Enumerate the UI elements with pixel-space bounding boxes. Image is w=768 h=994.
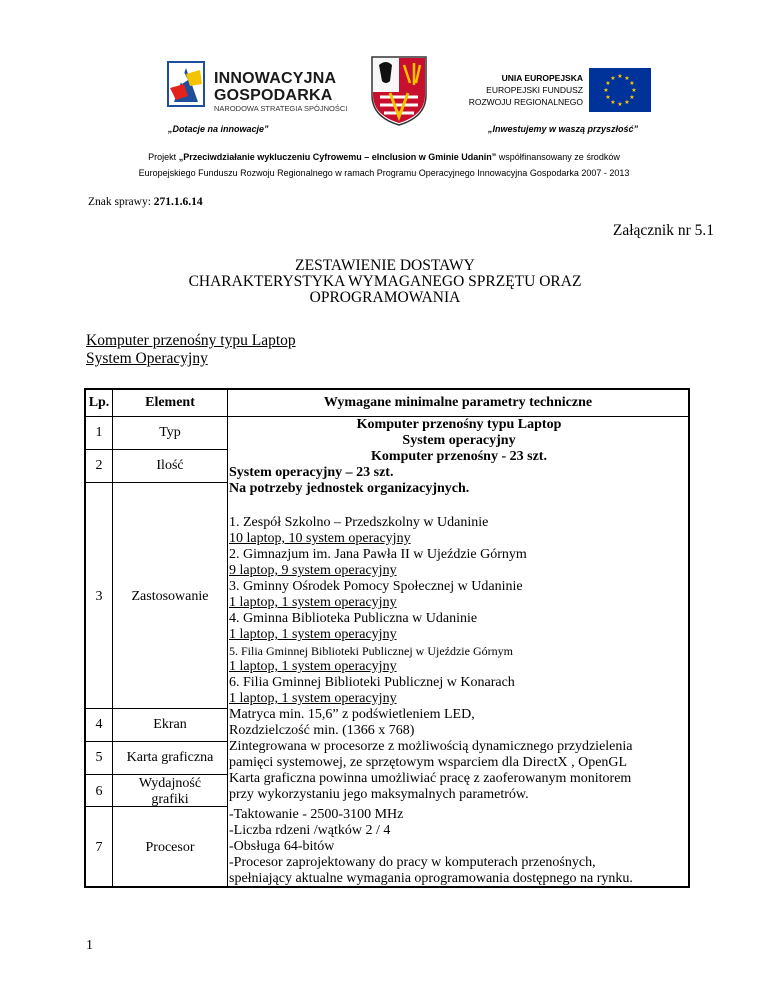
zast-item: 9 laptop, 9 system operacyjny	[229, 563, 397, 578]
row-7-element: Procesor	[145, 840, 195, 855]
zast-item: 1. Zespół Szkolno – Przedszkolny w Udaninie	[229, 515, 489, 530]
ig-star-icon	[164, 58, 208, 110]
row-3-element: Zastosowanie	[131, 589, 209, 604]
row-1-lp: 1	[95, 425, 103, 440]
svg-text:★: ★	[603, 87, 609, 94]
col-divider-2	[227, 388, 228, 888]
zast-item: 1 laptop, 1 system operacyjny	[229, 659, 397, 674]
row-divider-3	[84, 708, 227, 709]
row-1-element: Typ	[159, 425, 181, 440]
row-divider-5	[84, 774, 227, 775]
ekran-line-2: Rozdzielczość min. (1366 x 768)	[229, 723, 415, 738]
ig-subtitle: NARODOWA STRATEGIA SPÓJNOŚCI	[214, 104, 348, 113]
svg-text:★: ★	[631, 87, 637, 94]
zast-item: 10 laptop, 10 system operacyjny	[229, 531, 411, 546]
page-number: 1	[86, 938, 93, 953]
row-3-lp: 3	[95, 589, 103, 604]
zast-item: 4. Gminna Biblioteka Publiczna w Udaninie	[229, 611, 478, 626]
zast-item: 1 laptop, 1 system operacyjny	[229, 691, 397, 706]
zast-item: 1 laptop, 1 system operacyjny	[229, 627, 397, 642]
eu-flag-icon	[589, 68, 651, 112]
typ-line-2: System operacyjny	[402, 433, 516, 448]
procesor-line: -Liczba rdzeni /wątków 2 / 4	[229, 823, 391, 838]
ekran-line-1: Matryca min. 15,6” z podświetleniem LED,	[229, 707, 475, 722]
svg-text:★: ★	[610, 99, 616, 106]
ilosc-line-1: Komputer przenośny - 23 szt.	[371, 449, 547, 464]
zast-item: 5. Filia Gminnej Biblioteki Publicznej w Ujeździe Górnym	[229, 644, 513, 658]
row-2-lp: 2	[95, 458, 103, 473]
row-5-lp: 5	[95, 750, 103, 765]
tagline-right: „Inwestujemy w waszą przyszłość”	[488, 124, 639, 134]
row-4-lp: 4	[95, 717, 103, 732]
svg-text:★: ★	[605, 94, 611, 101]
procesor-line: -Taktowanie - 2500-3100 MHz	[229, 807, 404, 822]
svg-text:★: ★	[617, 73, 623, 80]
project-line-2: Europejskiego Funduszu Rozwoju Regionalnego w ramach Programu Operacyjnego Innowacyjna Gospodarka 2007 - 2013	[138, 168, 630, 178]
procesor-line: -Obsługa 64-bitów	[229, 839, 335, 854]
row-2-element: Ilość	[156, 458, 184, 473]
zast-item: 3. Gminny Ośrodek Pomocy Społecznej w Udaninie	[229, 579, 523, 594]
zast-item: 6. Filia Gminnej Biblioteki Publicznej w Konarach	[229, 675, 515, 690]
zast-item: 1 laptop, 1 system operacyjny	[229, 595, 397, 610]
svg-text:★: ★	[605, 80, 611, 87]
svg-text:★: ★	[617, 101, 623, 108]
wydajnosc-line-1: Karta graficzna powinna umożliwiać pracę z zaoferowanym monitorem	[229, 771, 632, 786]
procesor-line: -Procesor zaprojektowany do pracy w komputerach przenośnych,	[229, 855, 596, 870]
zast-intro: Na potrzeby jednostek organizacyjnych.	[229, 481, 470, 496]
svg-text:★: ★	[624, 99, 630, 106]
typ-line-1: Komputer przenośny typu Laptop	[356, 417, 562, 432]
zast-item: 2. Gimnazjum im. Jana Pawła II w Ujeździe Górnym	[229, 547, 527, 562]
ig-title: INNOWACYJNA GOSPODARKA	[214, 70, 337, 104]
svg-text:★: ★	[624, 75, 630, 82]
project-line-1: Projekt „Przeciwdziałanie wykluczeniu Cyfrowemu – eInclusion w Gminie Udanin” współfinansowany ze środków	[148, 152, 620, 162]
spec-table	[84, 388, 690, 888]
header-element: Element	[145, 395, 195, 410]
header-params: Wymagane minimalne parametry techniczne	[323, 395, 593, 410]
tagline-left: „Dotacje na innowacje”	[168, 124, 269, 134]
innowacyjna-gospodarka-logo	[164, 58, 348, 116]
row-divider-4	[84, 741, 227, 742]
row-6-element: Wydajność grafiki	[138, 776, 202, 807]
header-lp: Lp.	[88, 395, 110, 410]
row-divider-2	[84, 482, 227, 483]
ue-logo-text: UNIA EUROPEJSKA EUROPEJSKI FUNDUSZ ROZWOJU REGIONALNEGO	[468, 73, 583, 107]
row-6-lp: 6	[95, 784, 103, 799]
subheading-laptop: Komputer przenośny typu Laptop	[86, 332, 296, 349]
table-border-top	[84, 388, 690, 390]
karta-line-2: pamięci systemowej, ze sprzętowym wsparciem dla DirectX , OpenGL	[229, 755, 628, 770]
coat-of-arms-icon	[370, 55, 428, 127]
svg-text:★: ★	[629, 80, 635, 87]
procesor-line: spełniający aktualne wymagania oprogramowania dostępnego na rynku.	[229, 871, 633, 886]
row-7-lp: 7	[95, 840, 103, 855]
svg-text:★: ★	[610, 75, 616, 82]
case-number: Znak sprawy: 271.1.6.14	[88, 196, 203, 208]
attachment-label: Załącznik nr 5.1	[612, 222, 714, 239]
ilosc-line-2: System operacyjny – 23 szt.	[229, 465, 394, 480]
row-divider-1	[84, 449, 227, 450]
document-title: ZESTAWIENIE DOSTAWY CHARAKTERYSTYKA WYMAGANEGO SPRZĘTU ORAZ OPROGRAMOWANIA	[188, 257, 582, 306]
row-4-element: Ekran	[153, 717, 187, 732]
svg-text:★: ★	[629, 94, 635, 101]
subheading-os: System Operacyjny	[86, 350, 208, 367]
wydajnosc-line-2: przy wykorzystaniu jego maksymalnych parametrów.	[229, 787, 529, 802]
karta-line-1: Zintegrowana w procesorze z możliwością dynamicznego przydzielenia	[229, 739, 633, 754]
row-5-element: Karta graficzna	[126, 750, 214, 765]
